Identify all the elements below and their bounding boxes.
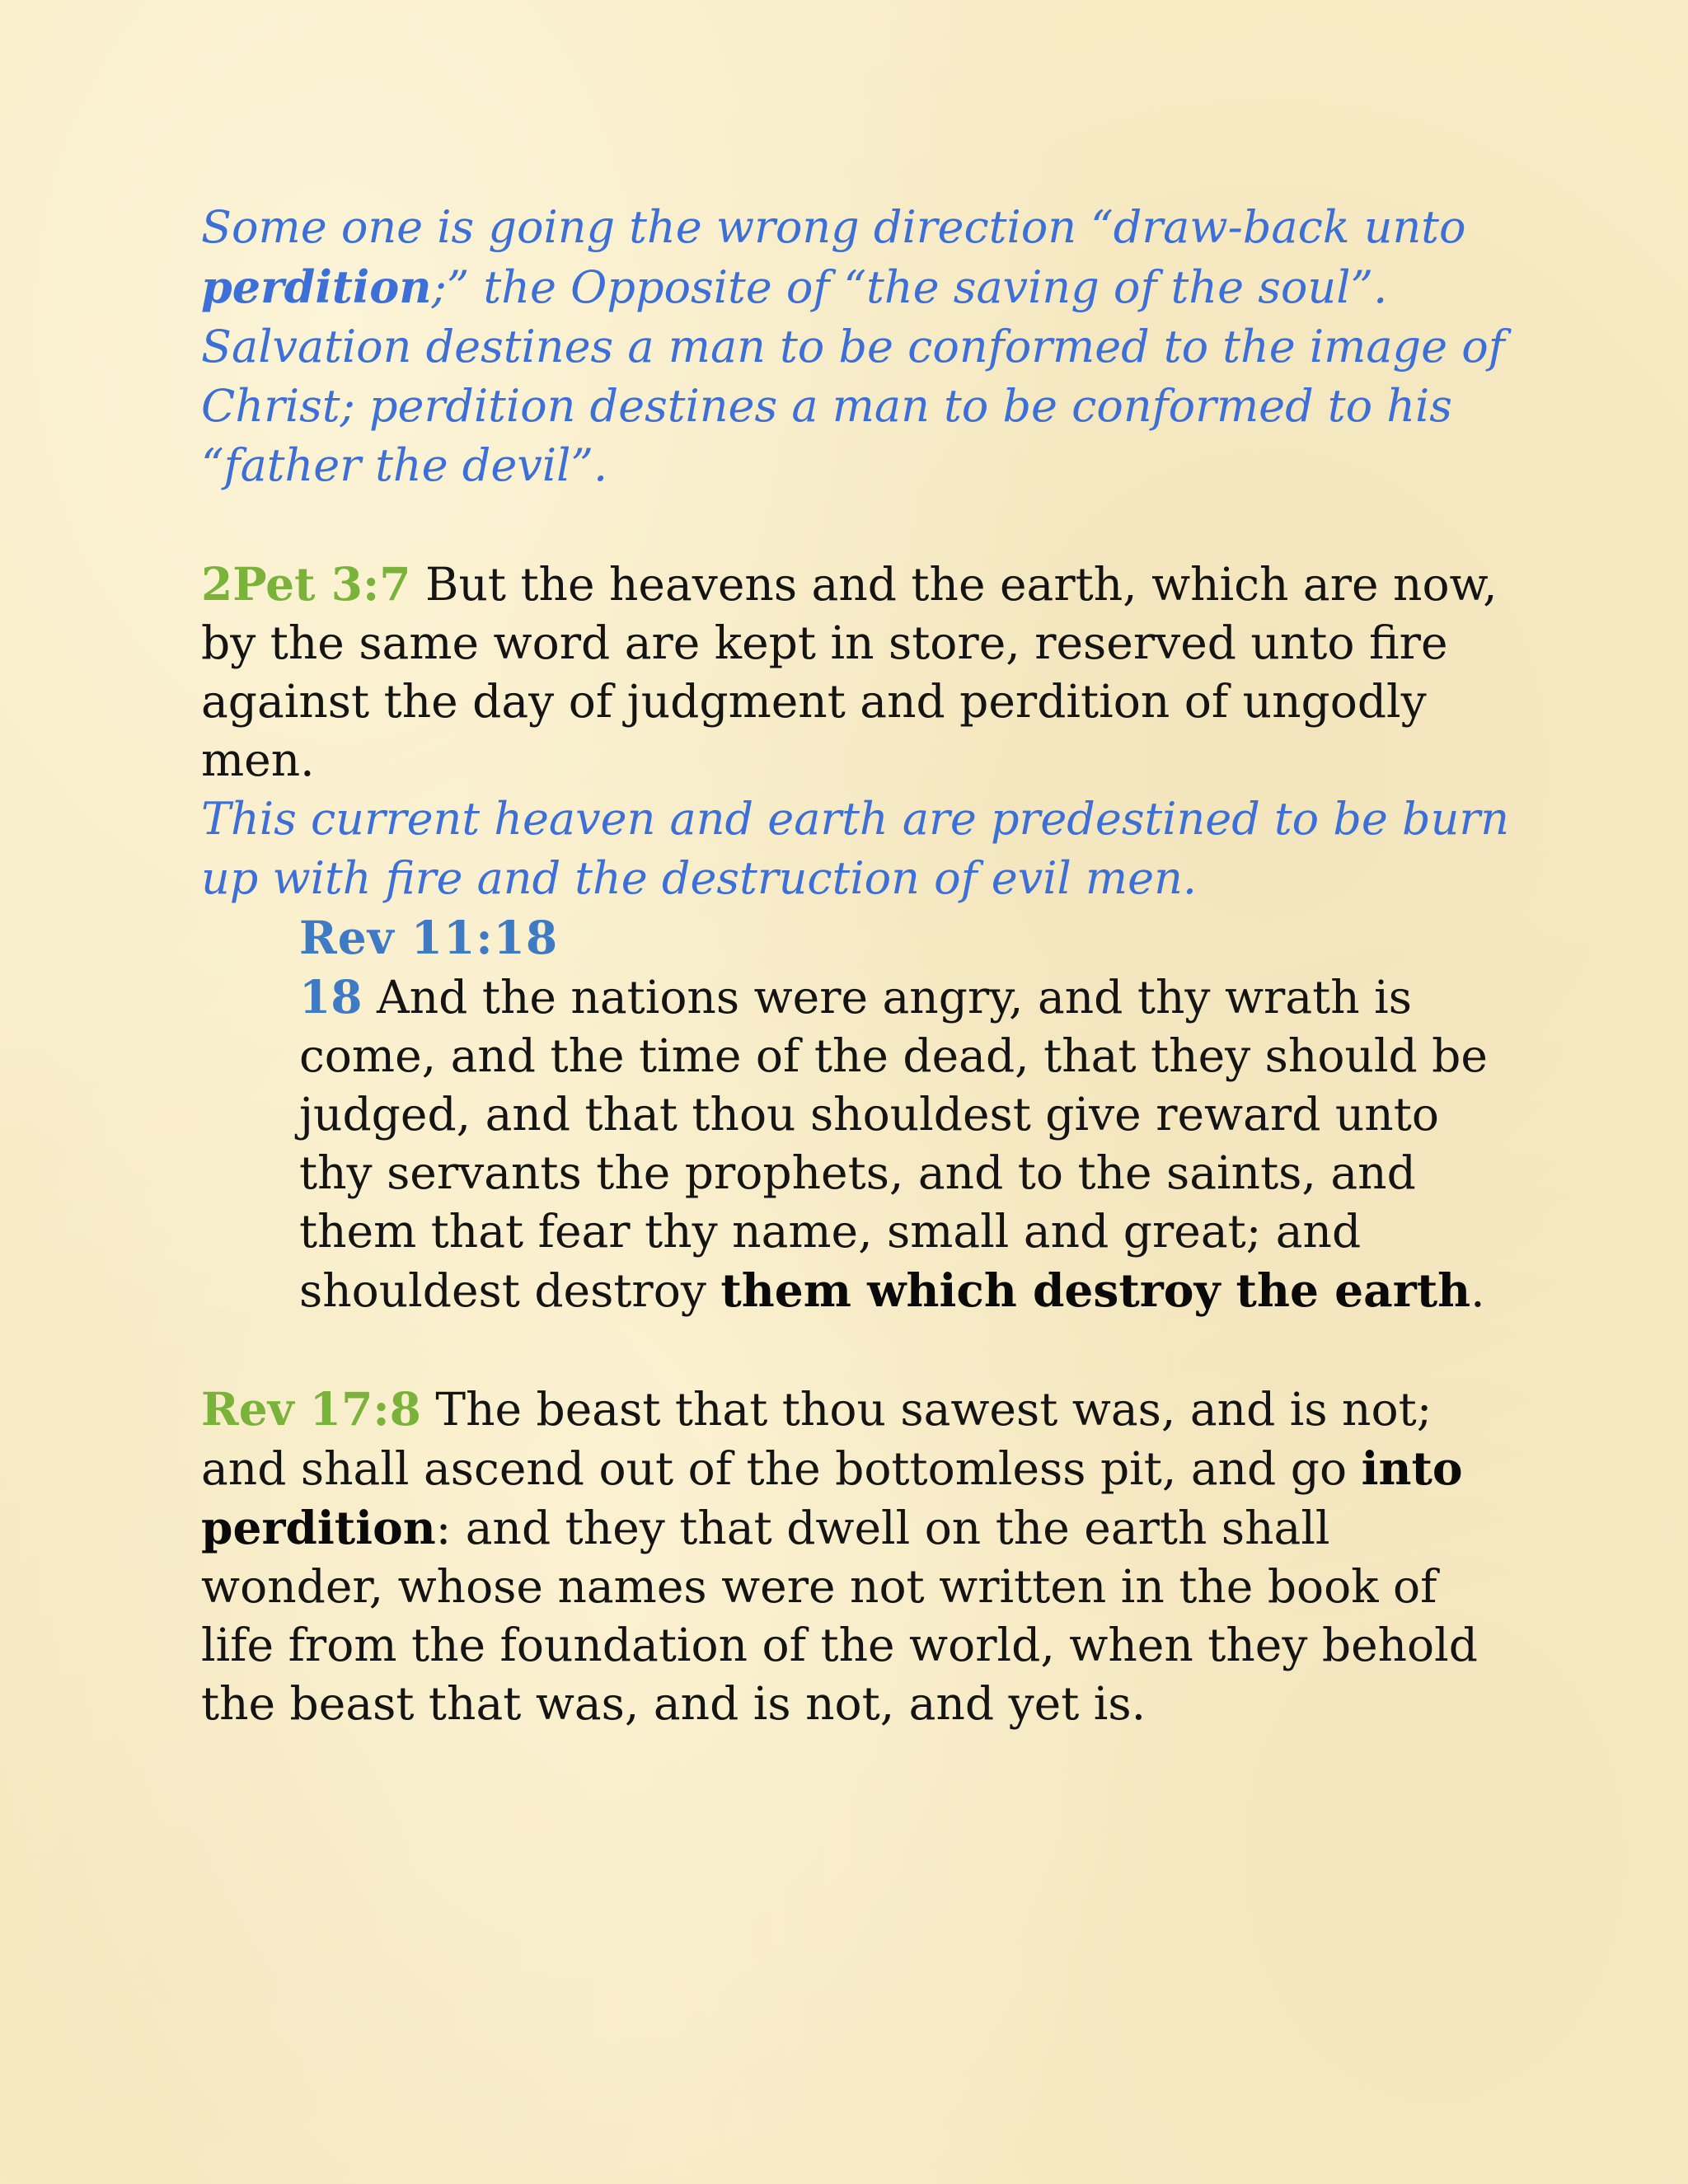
rev11-end: . xyxy=(1470,1264,1485,1317)
pet-verse xyxy=(201,555,1520,790)
rev17-bold-phrase: into perdition xyxy=(201,1441,1463,1554)
rev11-block xyxy=(299,908,1520,1320)
rev17-reference: Rev 17:8 xyxy=(201,1382,421,1436)
rev11-bold-phrase: them which destroy the earth xyxy=(720,1263,1471,1317)
pet-text: But the heavens and the earth, which are now, by the same word are kept in store, reserved unto fire against the day of judgment and perdition of ungodly men. xyxy=(201,558,1498,786)
intro-line1: Some one is going the wrong direction “draw-back unto xyxy=(201,201,1466,253)
rev11-text: And the nations were angry, and thy wrath is come, and the time of the dead, that they should be judged, and that thou shouldest give reward unto thy servants the prophets, and to the saints, and them that fear thy name, small and great; and shouldest destroy xyxy=(299,971,1488,1317)
spacer xyxy=(201,495,1520,555)
rev11-reference: Rev 11:18 xyxy=(299,911,559,964)
document-page xyxy=(201,198,1520,1733)
pet-note: This current heaven and earth are predestined to be burn up with fire and the destruction of evil men. xyxy=(201,793,1509,904)
rev17-text2: : and they that dwell on the earth shall wonder, whose names were not written in the book of life from the foundation of the world, when they behold the beast that was, and is not, and yet is. xyxy=(201,1502,1478,1730)
rev17-verse xyxy=(201,1380,1520,1733)
perdition-emphasis: perdition xyxy=(201,260,432,313)
rev11-heading xyxy=(299,908,1520,968)
rev11-verse xyxy=(299,968,1520,1320)
intro-note xyxy=(201,198,1520,317)
spacer xyxy=(201,1320,1520,1380)
rev11-verse-number: 18 xyxy=(299,970,363,1024)
intro-line1-rest: ;” the Opposite of “the saving of the soul”. xyxy=(431,261,1388,313)
pet-reference: 2Pet 3:7 xyxy=(201,557,411,611)
rev17-text1: The beast that thou sawest was, and is not; and shall ascend out of the bottomless pit, and go xyxy=(201,1383,1432,1495)
salvation-note: Salvation destines a man to be conformed to the image of Christ; perdition destines a man to be conformed to his “father the devil”. xyxy=(201,321,1505,491)
